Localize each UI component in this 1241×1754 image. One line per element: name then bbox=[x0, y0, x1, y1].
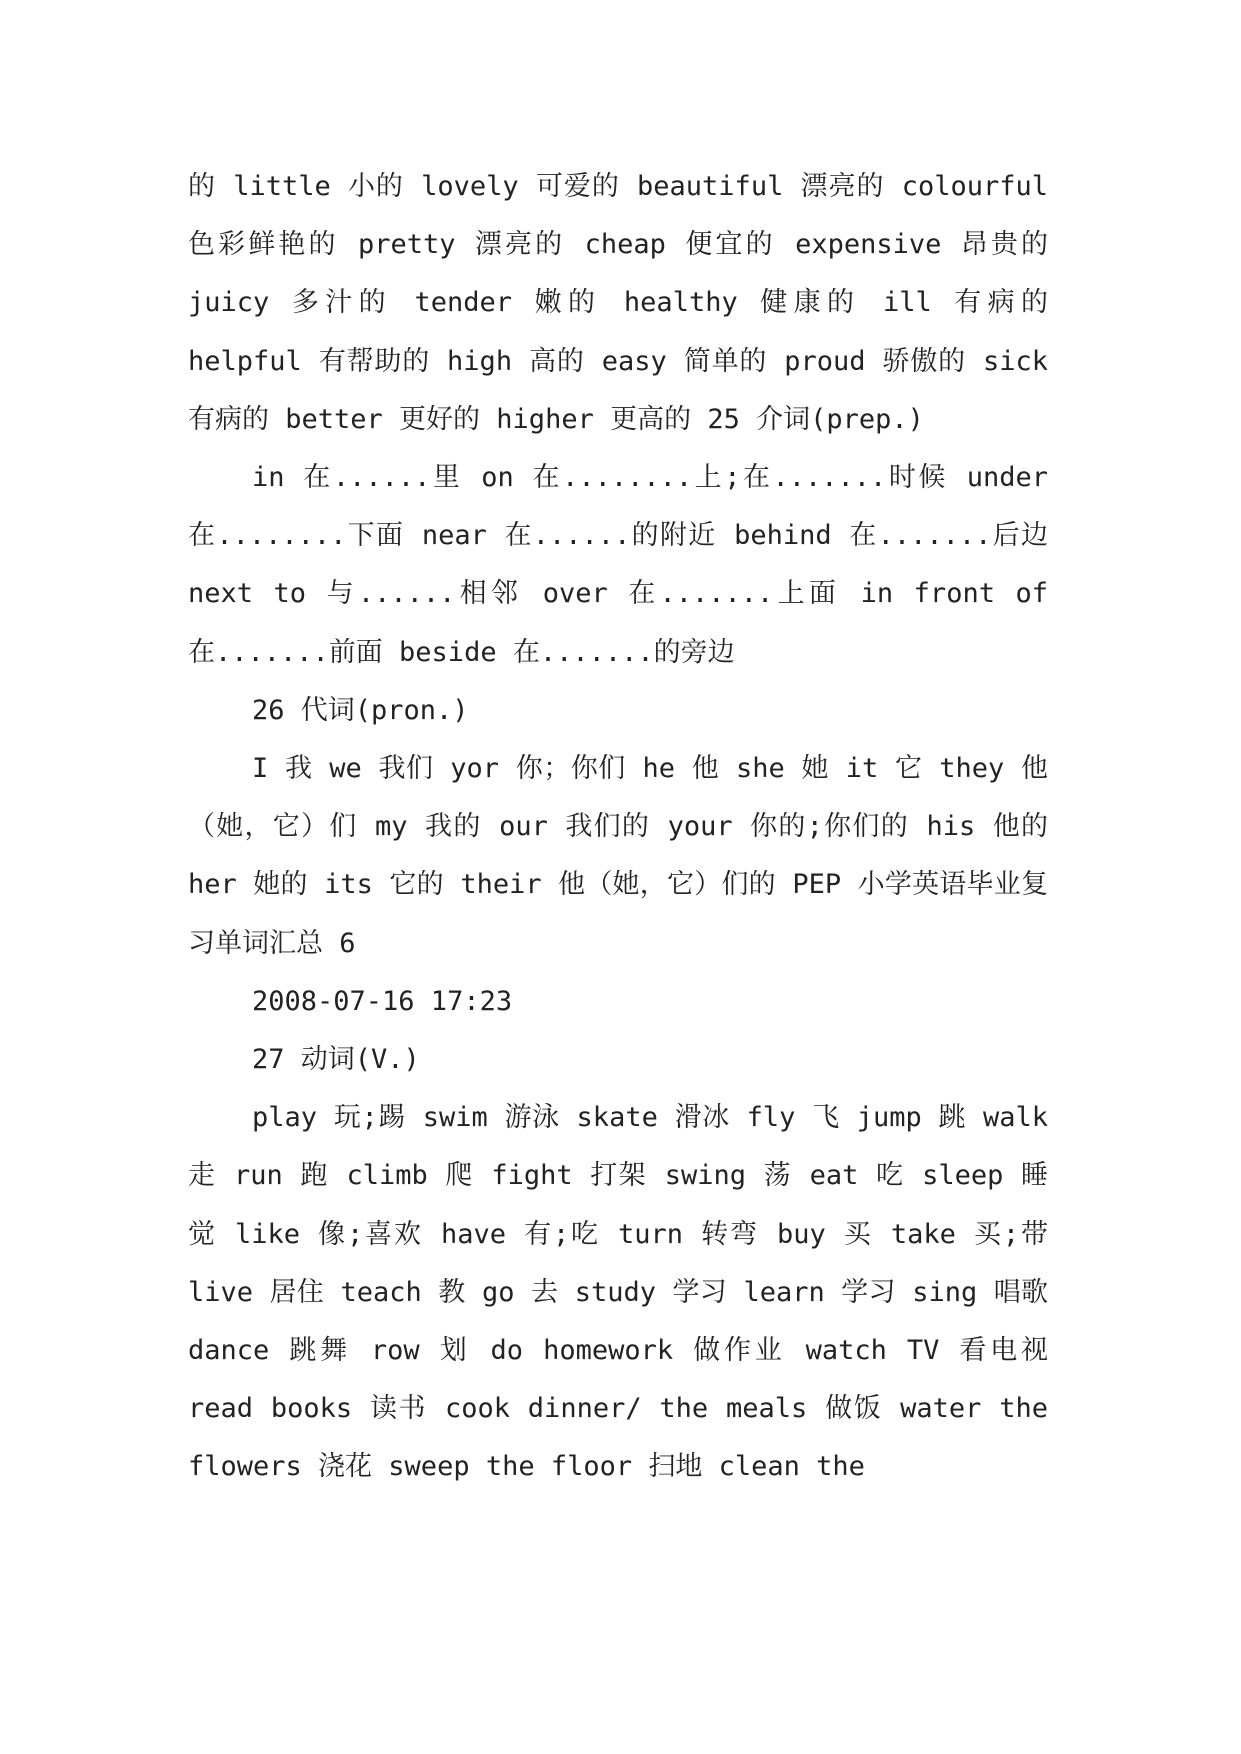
paragraph-prepositions: in 在......里 on 在........上;在.......时候 under 在........下面 near 在......的附近 behind 在.......后边 next to 与......相邻 over 在.......上面 in front of 在.......前面 beside 在.......的旁边 bbox=[188, 462, 1048, 668]
paragraph-verbs: play 玩;踢 swim 游泳 skate 滑冰 fly 飞 jump 跳 walk 走 run 跑 climb 爬 fight 打架 swing 荡 eat 吃 sleep 睡觉 like 像;喜欢 have 有;吃 turn 转弯 buy 买 take 买;带 live 居住 teach 教 go 去 study 学习 learn 学习 sing 唱歌 dance 跳舞 row 划 do homework 做作业 watch TV 看电视 read books 读书 cook dinner/ the meals 做饭 water the flowers 浇花 sweep the floor 扫地 clean the bbox=[188, 1102, 1048, 1483]
document-body bbox=[188, 158, 1048, 1497]
heading-verbs: 27 动词(V.) bbox=[252, 1044, 420, 1076]
timestamp: 2008-07-16 17:23 bbox=[252, 985, 513, 1017]
paragraph-adjectives: 的 little 小的 lovely 可爱的 beautiful 漂亮的 colourful 色彩鲜艳的 pretty 漂亮的 cheap 便宜的 expensive 昂贵的 juicy 多汁的 tender 嫩的 healthy 健康的 ill 有病的 helpful 有帮助的 high 高的 easy 简单的 proud 骄傲的 sick 有病的 better 更好的 higher 更高的 25 介词(prep.) bbox=[188, 171, 1048, 435]
paragraph-pronouns: I 我 we 我们 yor 你；你们 he 他 she 她 it 它 they 他（她，它）们 my 我的 our 我们的 your 你的;你们的 his 他的 her 她的 its 它的 their 他（她，它）们的 PEP 小学英语毕业复习单词汇总 6 bbox=[188, 753, 1048, 959]
heading-pronouns: 26 代词(pron.) bbox=[252, 694, 469, 726]
